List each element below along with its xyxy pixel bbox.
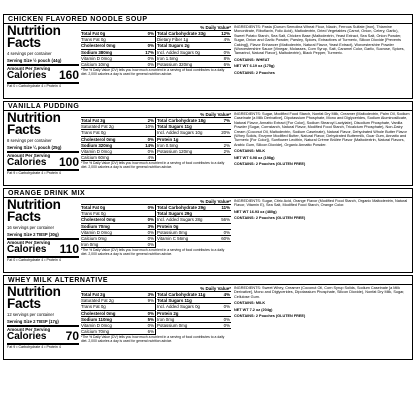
nutrient-name: Trans Fat 0g [81, 130, 106, 136]
nutrient-name: Potassium 0mg [157, 229, 188, 235]
calories-label-group [7, 153, 50, 168]
nutrient-dv: 0% [223, 49, 230, 55]
daily-value-header: % Daily Value* [81, 25, 231, 31]
nutrient-name: Cholesterol 0mg [81, 136, 116, 142]
nutrient-dv: 4% [223, 292, 230, 297]
nutrient-column-left [81, 118, 155, 161]
nutrient-dv: 0% [147, 242, 154, 248]
nutrient-name: Protein 2g [157, 310, 179, 316]
nutrient-name: Trans Fat 0g [81, 37, 106, 43]
nutrient-dv: 12% [221, 31, 230, 36]
calories-row [7, 240, 79, 255]
calories-value: 110 [59, 242, 79, 256]
product-title: CHICKEN FLAVORED NOODLE SOUP [4, 15, 412, 24]
net-weight: NET WT 16.93 oz (480g) [234, 209, 277, 214]
nutrient-name: Iron 0mg [157, 316, 175, 322]
calorie-breakdown: Fat 9 • Carbohydrate 4 • Protein 4 [7, 345, 61, 349]
nutrient-name: Total Fat 0g [81, 31, 106, 36]
nutrient-dv: 0% [147, 136, 154, 142]
nutrient-name: Calcium 70mg [81, 329, 110, 335]
nutrient-dv: 0% [147, 323, 154, 329]
daily-value-footnote: *The % Daily Value (DV) tells you how much a nutrient in a serving of food contributes to a daily diet. 2,000 calories a day is used for general nutrition advice. [81, 248, 225, 257]
facts-heading: Facts [7, 35, 41, 50]
nutrient-dv: 0% [223, 229, 230, 235]
nutrient-name: Dietary Fiber 1g [157, 37, 189, 43]
nutrient-dv: 11% [221, 205, 230, 210]
calories-value: 160 [58, 68, 79, 82]
servings-per-container: 12 servings per container [7, 312, 55, 317]
nutrient-name: Total Sugars 11g [157, 124, 192, 130]
nutrient-row [157, 323, 231, 329]
package-contents: CONTAINS: 2 Pouches (GLUTEN FREE) [234, 162, 306, 167]
nutrient-dv: 6% [147, 329, 154, 335]
nutrient-dv: 56% [221, 217, 230, 223]
nutrient-column-left [81, 292, 155, 335]
calories-row [7, 66, 79, 81]
daily-value-header: % Daily Value* [81, 286, 231, 292]
nutrient-columns [81, 205, 231, 248]
calorie-breakdown: Fat 9 • Carbohydrate 4 • Protein 4 [7, 171, 61, 175]
calories-label-group [7, 327, 50, 342]
product-panel [3, 14, 413, 99]
nutrient-dv: 0% [147, 229, 154, 235]
nutrient-column-right [155, 292, 231, 335]
nutrient-name: Cholesterol 0mg [81, 217, 116, 223]
product-panel [3, 101, 413, 186]
facts-heading: Facts [7, 122, 41, 137]
ingredients-text: INGREDIENTS: Sugar, Modified Food Starch, Nonfat Dry Milk, Creamer (Maltodextrin, Palm Oil, Sodium Caseinate [a Milk Derivative], Dipotassium Phosphate, Mono and Diglycerides, Sodium Aluminosilicate, Natural Flavor, Annatto Extract [For Color], Sodium Stearoyl Lactylate), Disodium Phosphate, Vanilla Powder (Sugar, Cornstarch, Natural Flavor, Modified Food Starch, Tricalcium Phosphate), Non-Dairy Cream (Coconut Oil, Maltodextrin, Sodium Caseinate), Natural Flavor, Dehydrated Whole Butter Flavor (Whey Solids, Enzyme Modified Butter, Natural Flavor, Dehydrated Buttermilk, Guar Gum, Annatto and Turmeric [For Color]), Sunflower Lecithin, Natural Crème Brûlée Flavor (Maltodextrin, Natural Flavors, Arabic Gum, Silicon Dioxide), Organic Annatto Powder. [234, 112, 410, 147]
amount-per-serving: Amount Per Serving [7, 153, 51, 158]
daily-value-footnote: *The % Daily Value (DV) tells you how much a nutrient in a serving of food contributes to a daily diet. 2,000 calories a day is used for general nutrition advice. [81, 335, 225, 344]
nutrient-name: Total Carbohydrate 11g [157, 292, 206, 297]
nutrient-column-left [81, 205, 155, 248]
nutrient-dv: 3% [147, 292, 154, 297]
nutrient-dv: 0% [147, 236, 154, 242]
calorie-breakdown: Fat 0 • Carbohydrate 4 • Protein 4 [7, 258, 61, 262]
nutrient-name: Trans Fat 0g [81, 304, 106, 310]
nutrient-dv: 2% [223, 149, 230, 155]
nutrient-name: Total Sugars 29g [157, 211, 193, 217]
nutrient-name: Sodium 380mg [81, 49, 113, 55]
nutrient-dv: 0% [147, 43, 154, 49]
nutrient-name: Calcium 60mg [81, 155, 110, 161]
package-contents: CONTAINS: 2 Pouches (GLUTEN FREE) [234, 216, 306, 221]
nutrient-columns [81, 118, 231, 161]
nutrient-name: Saturated Fat 2g [81, 298, 114, 304]
daily-value-table [81, 286, 231, 344]
nutrient-name: Total Carbohydrate 18g [157, 118, 206, 123]
ingredients-text: INGREDIENTS: Pasta (Durum Semolina Wheat Flour, Niacin, Ferrous Sulfate [Iron], Thiamine Mononitrate, Riboflavin, Folic Acid), Maltodextrin, Dried Vegetables (Carrot, Onion, Celery, Garlic), Sweet Potato Starch, Sea Salt, Chicken Base (Maltodextrin, Yeast Extract, Sea Salt, Onion Powder, Sugar, Onion and Garlic Powder, Parsley, Spices, Extractives of Turmeric, Silicon Dioxide [Prevents Caking]), Flavor Enhancer (Maltodextrin, Natural Flavor, Yeast Extract), Worcestershire Powder (Worcestershire Sauce [Vinegar, Molasses, Corn Syrup, Salt, Caramel Color, Garlic, Sucrose, Spices, Tamarind, Natural Flavor], Maltodextrin), Black Pepper, Turmeric. [234, 25, 405, 56]
daily-value-header: % Daily Value* [81, 112, 231, 118]
nutrient-dv: 5% [147, 316, 154, 322]
nutrient-dv: 4% [147, 155, 154, 161]
daily-value-table [81, 199, 231, 257]
calories-label: Calories [7, 331, 47, 342]
nutrient-dv: 0% [147, 31, 154, 36]
daily-value-header: % Daily Value* [81, 199, 231, 205]
nutrient-name: Cholesterol 0mg [81, 43, 116, 49]
facts-heading: Facts [7, 209, 41, 224]
product-title: VANILLA PUDDING [4, 102, 412, 111]
nutrient-dv: 6% [223, 62, 230, 68]
serving-size: Serving Size 2 TBSP (17g) [7, 319, 59, 324]
allergen-contains: CONTAINS: MILK [234, 301, 266, 306]
nutrient-columns [81, 292, 231, 335]
nutrient-name: Incl. Added Sugars 0g [157, 49, 200, 55]
serving-size: Serving Size ½ pouch (44g) [7, 58, 62, 63]
serving-size: Serving Size ¼ pouch (25g) [7, 145, 62, 150]
nutrient-name: Iron 0mg [81, 242, 99, 248]
nutrient-name: Incl. Added Sugars 10g [157, 130, 203, 136]
ingredients-panel [234, 112, 410, 168]
nutrient-dv: 0% [147, 205, 154, 210]
nutrient-dv: 7% [223, 118, 230, 123]
nutrient-name: Protein 1g [157, 136, 179, 142]
nutrient-row [157, 149, 231, 155]
product-title: WHEY MILK ALTERNATIVE [4, 276, 412, 285]
nutrient-name: Vitamin D 0mcg [81, 229, 112, 235]
amount-per-serving: Amount Per Serving [7, 66, 51, 71]
nutrient-name: Potassium 0mg [157, 323, 188, 329]
nutrient-name: Total Carbohydrate 29g [157, 205, 206, 210]
amount-per-serving: Amount Per Serving [7, 327, 51, 332]
nutrient-dv: 10% [145, 124, 154, 130]
nutrient-name: Calcium 0mg [81, 236, 107, 242]
allergen-contains: CONTAINS: WHEAT [234, 57, 270, 62]
nutrient-name: Incl. Added Sugars 0g [157, 304, 200, 310]
nutrition-facts-box [7, 286, 79, 349]
nutrient-name: Sodium 70mg [81, 223, 110, 229]
nutrient-column-right [155, 31, 231, 68]
nutrient-name: Sodium 320mg [81, 142, 113, 148]
calories-label: Calories [7, 157, 47, 168]
nutrition-heading: Nutrition [7, 197, 61, 212]
calorie-breakdown: Fat 0 • Carbohydrate 4 • Protein 4 [7, 84, 61, 88]
nutrient-column-left [81, 31, 155, 68]
nutrient-dv: 2% [223, 142, 230, 148]
servings-per-container: 16 servings per container [7, 225, 55, 230]
calories-value: 100 [58, 155, 79, 169]
ingredients-panel [234, 25, 410, 77]
product-panel [3, 275, 413, 360]
nutrient-name: Vitamin D 0mcg [81, 55, 112, 61]
nutrient-column-right [155, 205, 231, 248]
daily-value-table [81, 25, 231, 77]
nutrient-name: Vitamin D 0mcg [81, 149, 112, 155]
nutrient-name: Trans Fat 0g [81, 211, 106, 217]
nutrient-name: Incl. Added Sugars 28g [157, 217, 203, 223]
ingredients-panel [234, 286, 410, 320]
net-weight: NET WT 6.19 oz (175g) [234, 64, 275, 69]
nutrient-dv: 0% [147, 217, 154, 223]
calories-label: Calories [7, 244, 47, 255]
nutrient-name: Total Fat 2g [81, 292, 106, 297]
nutrient-row [157, 236, 231, 242]
nutrient-dv: 60% [221, 236, 230, 242]
nutrition-heading: Nutrition [7, 284, 61, 299]
nutrient-name: Protein 0g [157, 223, 179, 229]
nutrient-name: Iron 1.5mg [157, 55, 178, 61]
nutrition-facts-box [7, 199, 79, 262]
calories-row [7, 153, 79, 168]
nutrient-dv: 14% [145, 142, 154, 148]
nutrient-dv: 0% [147, 62, 154, 68]
nutrient-columns [81, 31, 231, 68]
daily-value-footnote: *The % Daily Value (DV) tells you how much a nutrient in a serving of food contributes to a daily diet. 2,000 calories a day is used for general nutrition advice. [81, 68, 225, 77]
nutrient-dv: 0% [223, 323, 230, 329]
calories-row [7, 327, 79, 342]
nutrition-facts-box [7, 25, 79, 88]
nutrient-name: Calcium 10mg [81, 62, 110, 68]
nutrient-column-right [155, 118, 231, 161]
ingredients-text: INGREDIENTS: Sugar, Citric Acid, Orange Flavor (Modified Food Starch, Organic Maltodextrin, Natural Flavor, Vitamin E), Sea Salt, Modified Food Starch, Orange Color. [234, 199, 408, 208]
facts-heading: Facts [7, 296, 41, 311]
nutrition-heading: Nutrition [7, 110, 61, 125]
nutrient-dv: 0% [147, 310, 154, 316]
nutrient-name: Total Sugars 11g [157, 298, 192, 304]
nutrition-sheet [3, 14, 413, 362]
nutrient-name: Iron 0.5mg [157, 142, 178, 148]
nutrient-name: Total Sugars 2g [157, 43, 190, 49]
daily-value-footnote: *The % Daily Value (DV) tells you how much a nutrient in a serving of food contributes to a daily diet. 2,000 calories a day is used for general nutrition advice. [81, 161, 225, 170]
nutrient-name: Potassium 120mg [157, 149, 193, 155]
net-weight: NET WT 6.98 oz (198g) [234, 155, 275, 160]
nutrient-name: Vitamin C 56mg [157, 236, 189, 242]
nutrient-dv: 2% [147, 118, 154, 123]
daily-value-table [81, 112, 231, 170]
servings-per-container: 8 servings per container [7, 138, 52, 143]
nutrient-dv: 8% [223, 55, 230, 61]
calories-label-group [7, 66, 50, 81]
nutrition-heading: Nutrition [7, 23, 61, 38]
nutrient-name: Vitamin D 0mcg [81, 323, 112, 329]
nutrient-name: Total Fat 3g [81, 118, 106, 123]
nutrient-dv: 0% [147, 55, 154, 61]
nutrient-dv: 4% [223, 37, 230, 43]
nutrient-dv: 9% [147, 298, 154, 304]
nutrient-name: Potassium 320mg [157, 62, 193, 68]
net-weight: NET WT 7.2 oz (204g) [234, 307, 273, 312]
nutrient-dv: 0% [223, 316, 230, 322]
nutrient-dv: 3% [147, 223, 154, 229]
package-contents: CONTAINS: 2 Pouches [234, 70, 275, 75]
package-contents: CONTAINS: 2 Pouches (GLUTEN FREE) [234, 314, 306, 319]
nutrient-name: Total Fat 0g [81, 205, 106, 210]
ingredients-panel [234, 199, 410, 223]
product-panel [3, 188, 413, 273]
nutrient-dv: 20% [221, 130, 230, 136]
allergen-contains: CONTAINS: MILK [234, 149, 266, 154]
nutrient-name: Total Carbohydrate 33g [157, 31, 206, 36]
nutrient-name: Saturated Fat 2g [81, 124, 114, 130]
nutrient-dv: 0% [223, 304, 230, 310]
nutrient-name: Cholesterol 0mg [81, 310, 116, 316]
nutrient-name: Sodium 110mg [81, 316, 112, 322]
servings-per-container: 4 servings per container [7, 51, 52, 56]
calories-label: Calories [7, 70, 47, 81]
calories-label-group [7, 240, 50, 255]
amount-per-serving: Amount Per Serving [7, 240, 51, 245]
product-title: ORANGE DRINK MIX [4, 189, 412, 198]
nutrition-facts-box [7, 112, 79, 175]
nutrient-dv: 0% [147, 149, 154, 155]
ingredients-text: INGREDIENTS: Sweet Whey, Creamer (Coconut Oil, Corn Syrup Solids, Sodium Caseinate [a Milk Derivative], Mono and Diglycerides, Dipotassium Phosphate, Silicon Dioxide), Nonfat Dry Milk, Sugar, Cellulose Gum. [234, 286, 405, 299]
calories-value: 70 [65, 329, 79, 343]
serving-size: Serving Size 2 TBSP (30g) [7, 232, 59, 237]
nutrient-dv: 17% [145, 49, 154, 55]
